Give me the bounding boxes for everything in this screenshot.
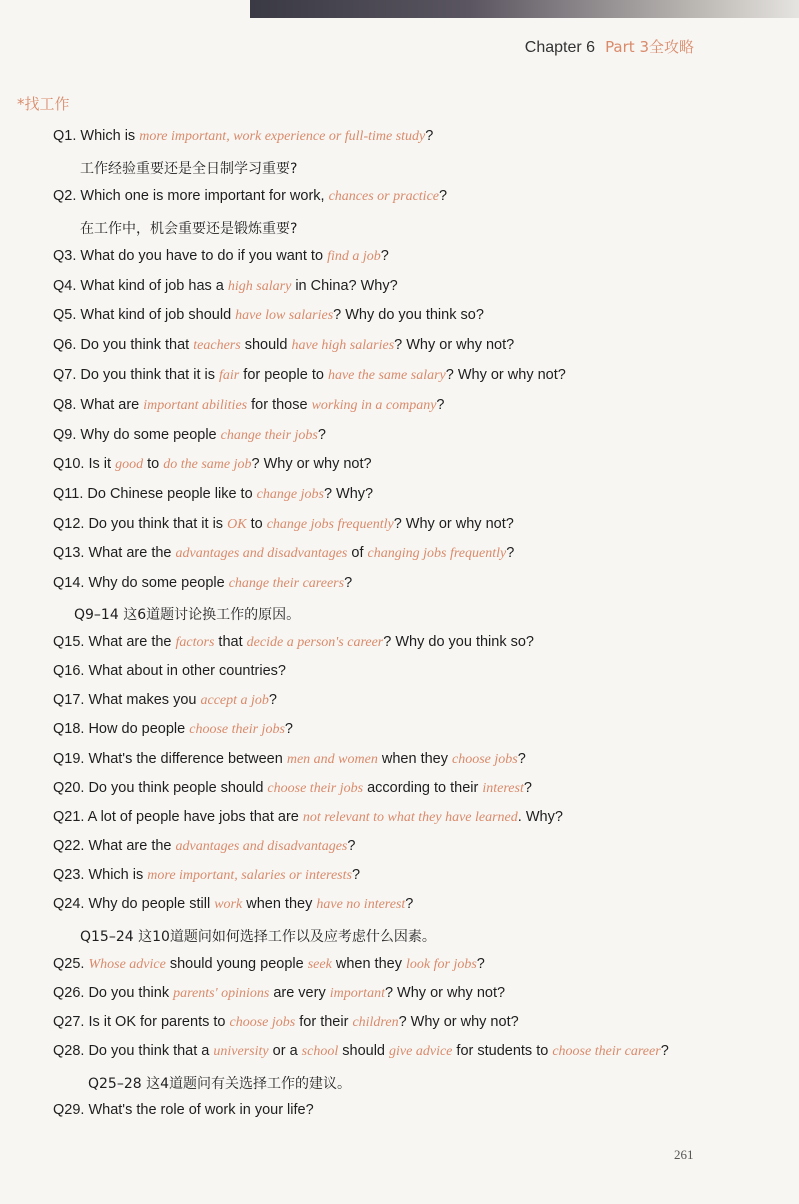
plain-text: to: [143, 456, 164, 472]
plain-text: for their: [295, 1014, 353, 1030]
plain-text: 在工作中，机会重要还是锻炼重要?: [80, 221, 298, 237]
plain-text: Q3. What do you have to do if you want to: [53, 248, 328, 264]
highlight-phrase: advantages and disadvantages: [175, 839, 348, 854]
highlight-phrase: factors: [175, 635, 215, 650]
plain-text: for people to: [239, 367, 328, 383]
question-line: [53, 337, 514, 354]
plain-text: ? Why?: [323, 486, 374, 502]
plain-text: in China? Why?: [291, 278, 398, 294]
plain-text: Q7. Do you think that it is: [53, 367, 220, 383]
highlight-phrase: seek: [307, 957, 332, 972]
plain-text: that: [214, 634, 247, 650]
highlight-phrase: accept a job: [200, 693, 269, 708]
plain-text: ? Why or why not?: [251, 456, 372, 472]
plain-text: ?: [436, 397, 445, 413]
plain-text: ?: [506, 545, 515, 561]
plain-text: should: [338, 1043, 390, 1059]
plain-text: should young people: [165, 956, 308, 972]
plain-text: ?: [268, 692, 277, 708]
plain-text: ?: [380, 248, 389, 264]
plain-text: ? Why or why not?: [398, 1014, 519, 1030]
plain-text: Q13. What are the: [53, 545, 176, 561]
highlight-phrase: parents' opinions: [173, 986, 270, 1001]
question-line: [53, 956, 485, 973]
plain-text: or a: [268, 1043, 302, 1059]
highlight-phrase: children: [352, 1015, 399, 1030]
plain-text: Q27. Is it OK for parents to: [53, 1014, 230, 1030]
plain-text: ? Why or why not?: [393, 516, 514, 532]
question-line: [53, 692, 277, 709]
highlight-phrase: men and women: [286, 752, 378, 767]
plain-text: ?: [660, 1043, 669, 1059]
plain-text: Q20. Do you think people should: [53, 780, 268, 796]
highlight-phrase: have no interest: [316, 897, 406, 912]
highlight-phrase: fair: [219, 368, 240, 383]
highlight-phrase: choose their jobs: [267, 781, 364, 796]
highlight-phrase: changing jobs frequently: [367, 546, 507, 561]
question-line: [53, 367, 566, 384]
question-line: [53, 1043, 669, 1060]
plain-text: ?: [284, 721, 293, 737]
plain-text: for those: [247, 397, 312, 413]
plain-text: when they: [377, 751, 453, 767]
plain-text: . Why?: [517, 809, 563, 825]
part-label: Part 3全攻略: [605, 38, 694, 56]
question-line: [53, 780, 532, 797]
highlight-phrase: working in a company: [311, 398, 437, 413]
highlight-phrase: choose jobs: [452, 752, 518, 767]
chinese-note: [88, 1073, 351, 1093]
question-line: [53, 867, 360, 884]
highlight-phrase: school: [301, 1044, 339, 1059]
chapter-label: Chapter 6: [524, 39, 596, 56]
plain-text: ?: [317, 427, 326, 443]
plain-text: Q21. A lot of people have jobs that are: [53, 809, 303, 825]
question-line: [53, 188, 447, 205]
question-line: [53, 721, 293, 738]
plain-text: Q2. Which one is more important for work,: [53, 188, 329, 204]
plain-text: Q8. What are: [53, 397, 144, 413]
plain-text: Q15. What are the: [53, 634, 176, 650]
plain-text: Q23. Which is: [53, 867, 148, 883]
plain-text: ?: [347, 838, 356, 854]
plain-text: Q12. Do you think that it is: [53, 516, 228, 532]
plain-text: when they: [331, 956, 406, 972]
question-line: [53, 1014, 519, 1031]
plain-text: ?: [344, 575, 353, 591]
page-number: 261: [674, 1147, 694, 1162]
plain-text: Q29. What's the role of work in your life?: [53, 1102, 314, 1118]
highlight-phrase: high salary: [227, 279, 292, 294]
highlight-phrase: find a job: [327, 249, 381, 264]
plain-text: Q18. How do people: [53, 721, 190, 737]
question-line: [53, 985, 505, 1002]
plain-text: Q5. What kind of job should: [53, 307, 236, 323]
plain-text: when they: [242, 896, 317, 912]
question-line: [53, 545, 514, 562]
plain-text: Q25.: [53, 956, 89, 972]
question-line: [53, 1102, 314, 1118]
chinese-note: [74, 604, 300, 624]
plain-text: ? Why or why not?: [445, 367, 566, 383]
plain-text: Q11. Do Chinese people like to: [53, 486, 257, 502]
plain-text: are very: [269, 985, 330, 1001]
plain-text: ?: [425, 128, 434, 144]
plain-text: ?: [351, 867, 361, 883]
highlight-phrase: choose their career: [552, 1044, 661, 1059]
plain-text: Q16. What about in other countries?: [53, 663, 286, 679]
plain-text: ? Why do you think so?: [333, 307, 484, 323]
highlight-phrase: choose jobs: [229, 1015, 296, 1030]
plain-text: ? Why do you think so?: [383, 634, 534, 650]
highlight-phrase: decide a person's career: [246, 635, 384, 650]
question-line: [53, 809, 563, 826]
plain-text: ?: [439, 188, 448, 204]
question-line: [53, 128, 433, 145]
plain-text: Q14. Why do some people: [53, 575, 229, 591]
plain-text: Q1. Which is: [53, 128, 140, 144]
plain-text: should: [240, 337, 292, 353]
highlight-phrase: Whose advice: [88, 957, 166, 972]
plain-text: Q9. Why do some people: [53, 427, 221, 443]
highlight-phrase: important: [329, 986, 385, 1001]
question-line: [53, 634, 534, 651]
highlight-phrase: have the same salary: [327, 368, 446, 383]
plain-text: Q6. Do you think that: [53, 337, 194, 353]
question-line: [53, 663, 286, 679]
plain-text: Q4. What kind of job has a: [53, 278, 228, 294]
question-line: [53, 838, 355, 855]
highlight-phrase: university: [213, 1044, 269, 1059]
question-line: [53, 248, 389, 265]
highlight-phrase: choose their jobs: [189, 722, 285, 737]
plain-text: Q25–28 这4道题问有关选择工作的建议。: [88, 1076, 352, 1092]
plain-text: ?: [523, 780, 532, 796]
plain-text: for students to: [452, 1043, 553, 1059]
highlight-phrase: more important, work experience or full-time study: [139, 129, 426, 144]
question-line: [53, 307, 484, 324]
plain-text: ?: [517, 751, 526, 767]
chinese-note: [80, 218, 297, 238]
plain-text: ?: [476, 956, 485, 972]
chinese-note: [80, 926, 436, 946]
highlight-phrase: good: [115, 457, 144, 472]
plain-text: Q15–24 这10道题问如何选择工作以及应考虑什么因素。: [80, 929, 436, 945]
plain-text: Q22. What are the: [53, 838, 176, 854]
highlight-phrase: change jobs: [256, 487, 324, 502]
question-line: [53, 456, 372, 473]
question-line: [53, 397, 445, 414]
highlight-phrase: OK: [227, 517, 247, 532]
plain-text: according to their: [363, 780, 483, 796]
plain-text: to: [246, 516, 267, 532]
highlight-phrase: work: [214, 897, 243, 912]
highlight-phrase: interest: [482, 781, 524, 796]
plain-text: Q26. Do you think: [53, 985, 174, 1001]
plain-text: Q10. Is it: [53, 456, 116, 472]
highlight-phrase: look for jobs: [406, 957, 477, 972]
highlight-phrase: give advice: [389, 1044, 453, 1059]
plain-text: Q24. Why do people still: [53, 896, 215, 912]
section-title: *找工作: [17, 95, 70, 113]
highlight-phrase: change their careers: [228, 576, 345, 591]
question-line: [53, 486, 373, 503]
highlight-phrase: change jobs frequently: [266, 517, 394, 532]
question-line: [53, 896, 413, 913]
plain-text: Q9–14 这6道题讨论换工作的原因。: [74, 607, 301, 623]
plain-text: 工作经验重要还是全日制学习重要?: [80, 161, 298, 177]
question-line: [53, 427, 326, 444]
question-line: [53, 751, 526, 768]
highlight-phrase: change their jobs: [220, 428, 318, 443]
highlight-phrase: teachers: [193, 338, 241, 353]
question-line: [53, 575, 352, 592]
plain-text: of: [347, 545, 368, 561]
question-line: [53, 516, 514, 533]
highlight-phrase: have high salaries: [291, 338, 395, 353]
highlight-phrase: chances or practice: [328, 189, 440, 204]
plain-text: ? Why or why not?: [384, 985, 506, 1001]
highlight-phrase: more important, salaries or interests: [147, 868, 352, 883]
highlight-phrase: not relevant to what they have learned: [302, 810, 518, 825]
highlight-phrase: have low salaries: [235, 308, 334, 323]
highlight-phrase: do the same job: [163, 457, 252, 472]
question-line: [53, 278, 398, 295]
plain-text: Q28. Do you think that a: [53, 1043, 214, 1059]
chinese-note: [80, 158, 297, 178]
highlight-phrase: important abilities: [143, 398, 248, 413]
plain-text: Q19. What's the difference between: [53, 751, 287, 767]
highlight-phrase: advantages and disadvantages: [175, 546, 348, 561]
plain-text: ? Why or why not?: [394, 337, 515, 353]
plain-text: Q17. What makes you: [53, 692, 201, 708]
plain-text: ?: [405, 896, 414, 912]
